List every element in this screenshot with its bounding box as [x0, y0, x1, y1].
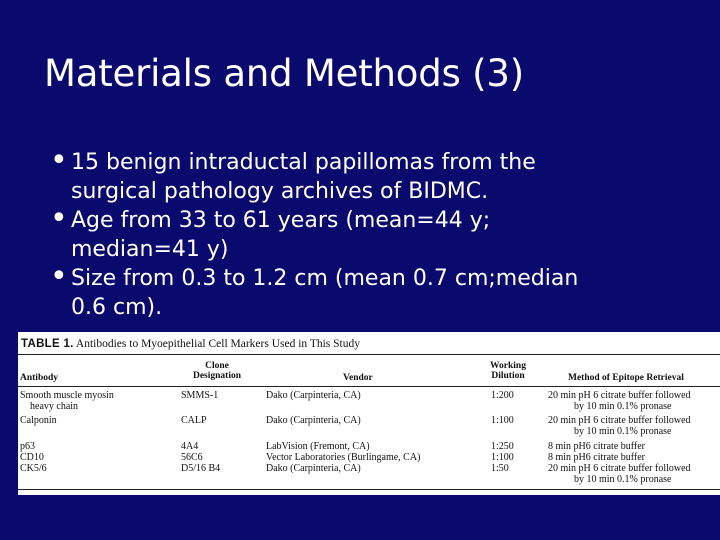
cell-vendor: LabVision (Fremont, CA) — [266, 441, 370, 452]
table-top-rule — [18, 354, 720, 355]
table-bottom-rule — [18, 489, 720, 490]
cell-vendor: Dako (Carpinteria, CA) — [266, 390, 361, 401]
cell-retrieval: 20 min pH 6 citrate buffer followed — [548, 415, 691, 426]
header-dilution — [478, 361, 538, 381]
bullet-item — [50, 201, 710, 264]
cell-retrieval: 20 min pH 6 citrate buffer followed — [548, 390, 691, 401]
header-clone — [181, 361, 253, 381]
table-caption-label: TABLE 1. — [21, 338, 74, 350]
cell-antibody: p63 — [20, 441, 35, 452]
bullet-item — [50, 143, 710, 206]
cell-antibody: CK5/6 — [20, 463, 47, 474]
cell-clone: D5/16 B4 — [181, 463, 221, 474]
cell-dilution: 1:200 — [491, 390, 514, 401]
cell-clone: CALP — [181, 415, 207, 426]
cell-retrieval-cont: by 10 min 0.1% pronase — [574, 426, 672, 437]
header-dilution-line1: Working — [490, 361, 526, 371]
cell-antibody-cont: heavy chain — [30, 401, 79, 412]
header-antibody: Antibody — [20, 373, 59, 383]
bullet-text-line: 15 benign intraductal papillomas from the — [71, 150, 536, 175]
table-header-rule — [18, 386, 720, 387]
cell-dilution: 1:250 — [491, 441, 514, 452]
cell-dilution: 1:50 — [491, 463, 509, 474]
cell-retrieval: 20 min pH 6 citrate buffer followed — [548, 463, 691, 474]
cell-vendor: Vector Laboratories (Burlingame, CA) — [266, 452, 421, 463]
bullet-dot-icon: • — [50, 143, 68, 178]
antibody-table — [18, 332, 720, 495]
bullet-text-line: median=41 y) — [71, 237, 229, 262]
cell-dilution: 1:100 — [491, 452, 514, 463]
header-retrieval: Method of Epitope Retrieval — [568, 373, 684, 383]
cell-clone: 4A4 — [181, 441, 199, 452]
cell-retrieval: 8 min pH6 citrate buffer — [548, 452, 646, 463]
cell-clone: SMMS-1 — [181, 390, 219, 401]
cell-retrieval-cont: by 10 min 0.1% pronase — [574, 474, 672, 485]
header-clone-line2: Designation — [192, 371, 242, 381]
cell-clone: 56C6 — [181, 452, 203, 463]
bullet-text-line: surgical pathology archives of BIDMC. — [71, 179, 489, 204]
bullet-dot-icon: • — [50, 201, 68, 236]
header-dilution-line2: Dilution — [491, 371, 525, 381]
cell-antibody: CD10 — [20, 452, 44, 463]
cell-vendor: Dako (Carpinteria, CA) — [266, 415, 361, 426]
bullet-list — [50, 143, 710, 322]
bullet-text-line: Age from 33 to 61 years (mean=44 y; — [71, 208, 491, 233]
cell-retrieval-cont: by 10 min 0.1% pronase — [574, 401, 672, 412]
bullet-dot-icon: • — [50, 259, 68, 294]
table-caption-text: Antibodies to Myoepithelial Cell Markers Used in This Study — [75, 338, 360, 350]
cell-retrieval: 8 min pH6 citrate buffer — [548, 441, 646, 452]
cell-antibody: Calponin — [20, 415, 57, 426]
cell-dilution: 1:100 — [491, 415, 514, 426]
header-vendor: Vendor — [343, 373, 373, 383]
bullet-item — [50, 259, 710, 322]
bullet-text-line: Size from 0.3 to 1.2 cm (mean 0.7 cm;median — [71, 266, 579, 291]
cell-vendor: Dako (Carpinteria, CA) — [266, 463, 361, 474]
table-caption — [21, 338, 360, 350]
header-clone-line1: Clone — [205, 361, 229, 371]
cell-antibody: Smooth muscle myosin — [20, 390, 114, 401]
slide-title: Materials and Methods (3) — [44, 52, 524, 95]
bullet-text-line: 0.6 cm). — [71, 295, 163, 320]
